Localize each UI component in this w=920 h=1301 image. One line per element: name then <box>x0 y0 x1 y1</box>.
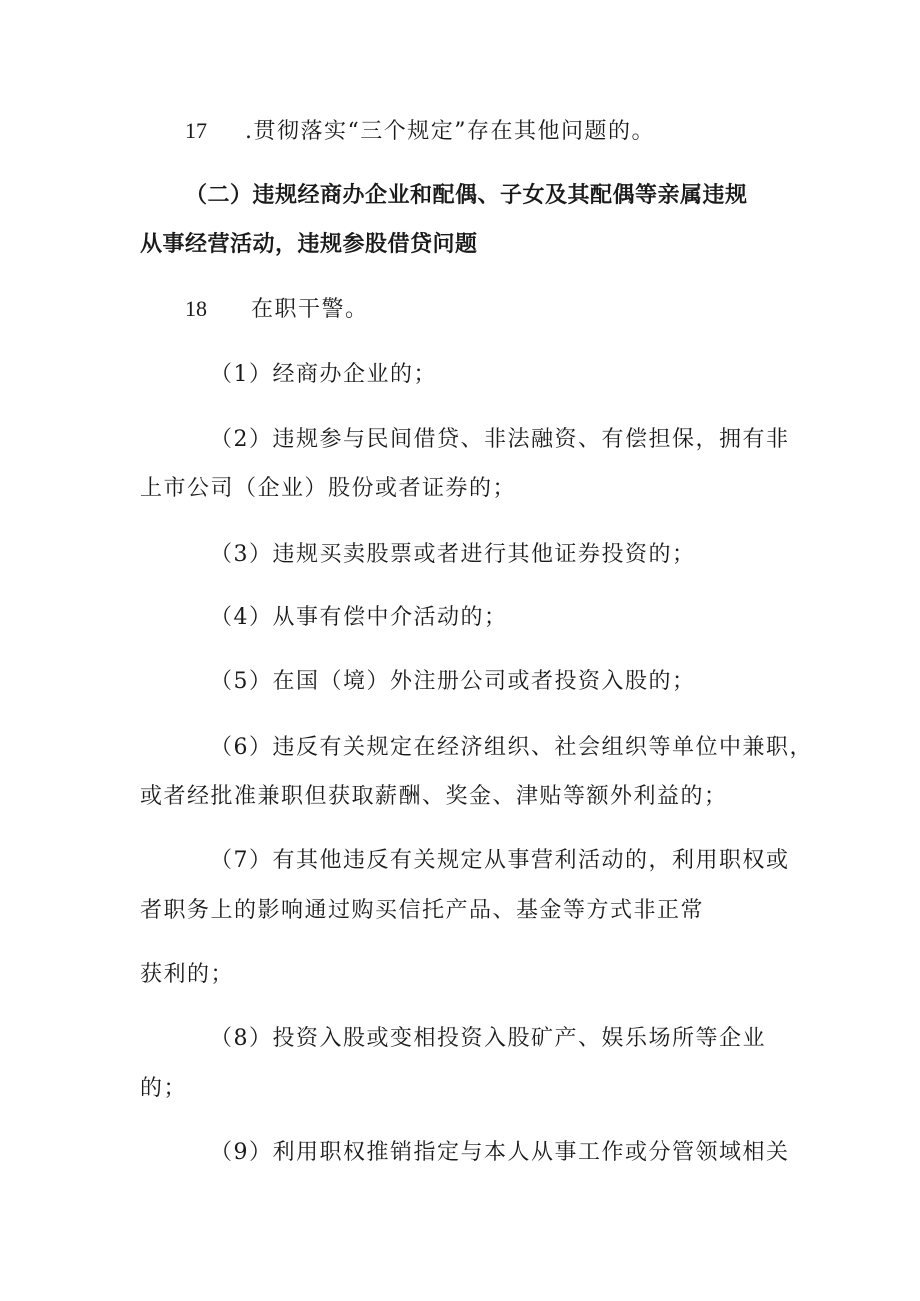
item-18-text: 在职干警。 <box>251 297 369 322</box>
subitem-3: （3）违规买卖股票或者进行其他证券投资的； <box>210 542 696 567</box>
subitem-5: （5）在国（境）外注册公司或者投资入股的； <box>210 669 696 694</box>
section-2-heading-line-2: 从事经营活动，违规参股借贷问题 <box>140 232 478 257</box>
subitem-6-line-1: （6）违反有关规定在经济组织、社会组织等单位中兼职， <box>210 735 813 760</box>
item-17-text: .贯彻落实“三个规定”存在其他问题的。 <box>245 119 655 144</box>
item-18 <box>185 294 369 325</box>
subitem-7-line-1: （7）有其他违反有关规定从事营利活动的，利用职权或 <box>210 848 790 873</box>
subitem-7-line-2: 者职务上的影响通过购买信托产品、基金等方式非正常 <box>140 898 705 923</box>
subitem-8-line-2: 的； <box>140 1076 188 1101</box>
item-17 <box>185 116 655 147</box>
section-2-heading-line-1: （二）违规经商办企业和配偶、子女及其配偶等亲属违规 <box>185 183 748 208</box>
subitem-6-line-2: 或者经批准兼职但获取薪酬、奖金、津贴等额外利益的； <box>140 784 728 809</box>
subitem-1: （1）经商办企业的； <box>210 362 437 387</box>
subitem-2-line-2: 上市公司（企业）股份或者证券的； <box>140 476 517 501</box>
subitem-8-line-1: （8）投资入股或变相投资入股矿产、娱乐场所等企业 <box>210 1026 766 1051</box>
item-17-number: 17 <box>185 118 207 143</box>
subitem-2-line-1: （2）违规参与民间借贷、非法融资、有偿担保，拥有非 <box>210 427 790 452</box>
subitem-4: （4）从事有偿中介活动的； <box>210 605 508 630</box>
item-18-number: 18 <box>185 296 207 321</box>
subitem-9-line-1: （9）利用职权推销指定与本人从事工作或分管领域相关 <box>210 1140 790 1165</box>
subitem-7-line-3: 获利的； <box>140 962 235 987</box>
